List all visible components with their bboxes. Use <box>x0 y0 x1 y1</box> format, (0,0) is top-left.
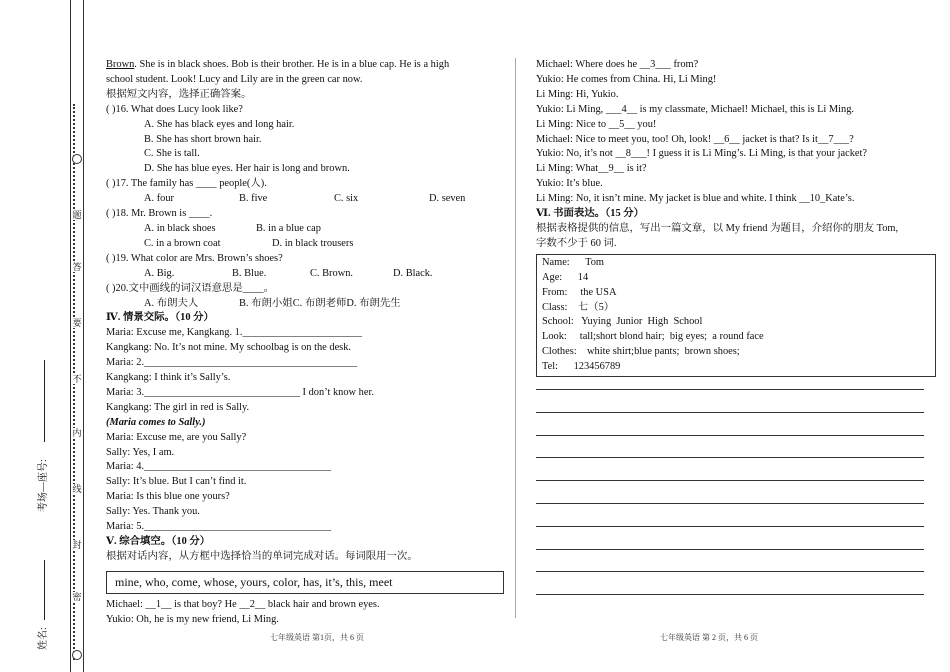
instruction: 根据短文内容，选择正确答案。 <box>106 88 252 100</box>
options-row <box>106 222 506 237</box>
writing-line <box>536 389 924 390</box>
seat-label: 考场—座号: <box>38 459 49 512</box>
dialog-line: Yukio: Li Ming, ___4__ is my classmate, Michael! Michael, this is Li Ming. <box>536 103 855 115</box>
question-20: ( )20.文中画线的词汉语意思是____。 <box>106 282 274 294</box>
binding-mark: 密 <box>72 592 82 602</box>
section-5-title: Ⅴ. 综合填空。（10 分） <box>106 536 211 547</box>
section-6-title: Ⅵ. 书面表达。（15 分） <box>536 208 645 220</box>
writing-line <box>536 571 924 572</box>
writing-line <box>536 412 924 413</box>
dialog-line: Kangkang: No. It’s not mine. My schoolbag is on the desk. <box>106 342 352 354</box>
dialog-line: Michael: Nice to meet you, too! Oh, look! __6__ jacket is that? Is it__7___? <box>536 133 854 145</box>
dialog-line: Michael: __1__ is that boy? He __2__ black hair and brown eyes. <box>106 598 380 610</box>
dialog-line: Li Ming: Hi, Yukio. <box>536 88 619 100</box>
option: D. seven <box>429 193 466 205</box>
options-row <box>106 297 506 312</box>
option: C. six <box>334 193 359 205</box>
option: B. Blue. <box>232 267 267 279</box>
profile-table <box>536 254 936 377</box>
dialog-line: Maria: 2._________________________________________ <box>106 357 358 369</box>
question-19: ( )19. What color are Mrs. Brown’s shoes? <box>106 252 283 264</box>
options-row <box>106 237 506 252</box>
binding-circle <box>72 154 82 164</box>
profile-row: Look: tall;short blond hair; big eyes; a round face <box>542 331 764 343</box>
right-column <box>536 58 936 595</box>
dialog-line: Maria: 4.____________________________________ <box>106 461 332 473</box>
writing-line <box>536 480 924 481</box>
binding-mark: 要 <box>72 318 82 328</box>
option: A. four <box>144 193 175 205</box>
intro-line: Brown. She is in black shoes. Bob is their brother. He is in a blue cap. He is a high <box>106 59 450 70</box>
option: C. She is tall. <box>144 148 200 160</box>
option: D. She has blue eyes. Her hair is long and brown. <box>144 163 350 175</box>
option: C. in a brown coat <box>144 237 221 249</box>
binding-mark: 线 <box>72 484 82 494</box>
name-label: 姓名: <box>38 627 49 650</box>
option: D. in black trousers <box>272 237 354 249</box>
writing-line <box>536 435 924 436</box>
option: A. Big. <box>144 267 175 279</box>
question-17: ( )17. The family has ____ people(人). <box>106 178 267 190</box>
option: D. Black. <box>393 267 433 279</box>
option: B. in a blue cap <box>256 222 321 234</box>
profile-row: Clothes: white shirt;blue pants; brown shoes; <box>542 346 740 358</box>
dialog-line: Li Ming: No, it isn’t mine. My jacket is blue and white. I think __10_Kate’s. <box>536 193 855 205</box>
profile-row: From: the USA <box>542 286 617 298</box>
writing-line <box>536 503 924 504</box>
option: C. Brown. <box>310 267 354 279</box>
dialog-line: Yukio: It’s blue. <box>536 178 603 190</box>
dialog-line: Maria: Excuse me, Kangkang. 1._______________________ <box>106 327 362 339</box>
dialog-line: Yukio: He comes from China. Hi, Li Ming! <box>536 73 717 85</box>
underlined-word: Brown <box>106 59 135 70</box>
binding-circle <box>72 650 82 660</box>
dialog-line: Yukio: No, it’s not __8___! I guess it is Li Ming’s. Li Ming, is that your jacket? <box>536 148 868 160</box>
binding-mark: 不 <box>72 374 82 384</box>
page-footer: 七年级英语 第 2 页，共 6 页 <box>660 633 758 642</box>
dialog-line: Sally: Yes. Thank you. <box>106 506 200 518</box>
name-line <box>44 560 45 620</box>
option: A. in black shoes <box>144 222 216 234</box>
dialog-line: Michael: Where does he __3___ from? <box>536 59 699 70</box>
options-row <box>106 267 506 282</box>
dialog-line: Maria: Is this blue one yours? <box>106 491 230 503</box>
section-6-instruction: 字数不少于 60 词. <box>536 237 617 249</box>
writing-line <box>536 549 924 550</box>
option: B. She has short brown hair. <box>144 133 262 145</box>
dialog-line: Maria: 5.____________________________________ <box>106 521 332 533</box>
binding-mark: 内 <box>72 428 82 438</box>
column-divider <box>515 58 516 618</box>
writing-line <box>536 526 924 527</box>
option: A. 布朗夫人 <box>144 297 199 309</box>
writing-area[interactable] <box>536 389 936 595</box>
profile-row: Class: 七（5） <box>542 301 615 313</box>
profile-row: School: Yuying Junior High School <box>542 316 703 328</box>
profile-row: Name: Tom <box>542 256 604 268</box>
dialog-line: Sally: It’s blue. But I can’t find it. <box>106 476 247 488</box>
dialog-line: Kangkang: The girl in red is Sally. <box>106 401 250 413</box>
profile-row: Tel: 123456789 <box>542 361 621 373</box>
binding-mark: 题 <box>72 210 82 220</box>
option: B. 布朗小姐C. 布朗老师D. 布朗先生 <box>239 297 401 309</box>
dialog-line: Maria: Excuse me, are you Sally? <box>106 431 247 443</box>
binding-mark: 答 <box>72 262 82 272</box>
dialog-line: Sally: Yes, I am. <box>106 446 175 458</box>
writing-line <box>536 457 924 458</box>
stage-direction: (Maria comes to Sally.) <box>106 416 206 428</box>
section-6-instruction: 根据表格提供的信息，写出一篇文章，以 My friend 为题目，介绍你的朋友 Tom, <box>536 222 899 234</box>
dialog-line: Kangkang: I think it’s Sally’s. <box>106 372 231 384</box>
dialog-line: Maria: 3.______________________________ I don’t know her. <box>106 386 374 398</box>
intro-line: school student. Look! Lucy and Lily are in the green car now. <box>106 73 363 85</box>
question-16: ( )16. What does Lucy look like? <box>106 103 243 115</box>
page-footer: 七年级英语 第1页，共 6 页 <box>270 633 364 642</box>
dialog-line: Li Ming: What__9__ is it? <box>536 163 647 175</box>
option: B. five <box>239 193 268 205</box>
writing-line <box>536 594 924 595</box>
option: A. She has black eyes and long hair. <box>144 118 295 130</box>
question-18: ( )18. Mr. Brown is ____. <box>106 208 213 220</box>
word-box: mine, who, come, whose, yours, color, has, it’s, this, meet <box>106 571 504 594</box>
seat-line <box>44 360 45 442</box>
section-4-title: Ⅳ. 情景交际。（10 分） <box>106 312 214 324</box>
dialog-line: Yukio: Oh, he is my new friend, Li Ming. <box>106 613 279 625</box>
profile-row: Age: 14 <box>542 271 589 283</box>
left-column <box>106 58 506 628</box>
binding-mark: 封 <box>72 540 82 550</box>
options-row <box>106 192 506 207</box>
section-5-instruction: 根据对话内容，从方框中选择恰当的单词完成对话。每词限用一次。 <box>106 550 418 562</box>
dialog-line: Li Ming: Nice to __5__ you! <box>536 118 657 130</box>
